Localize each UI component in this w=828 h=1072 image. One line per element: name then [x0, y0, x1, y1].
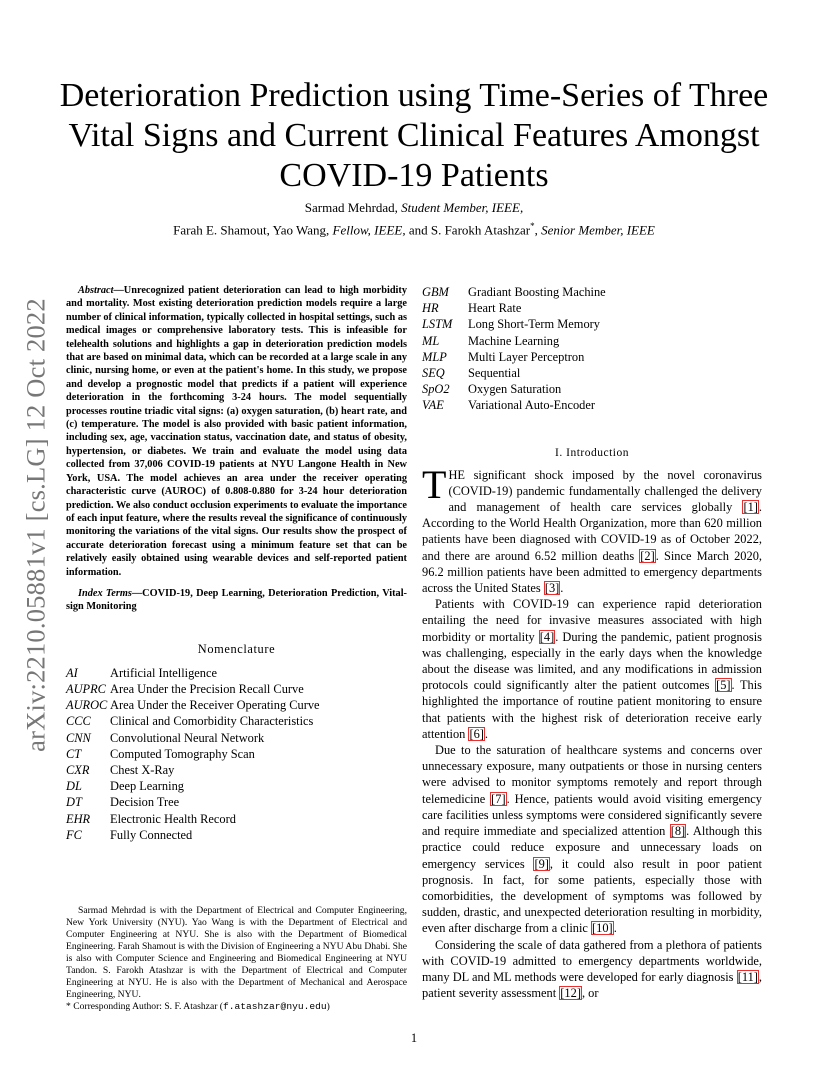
nomenclature-definition: Sequential	[468, 366, 521, 381]
nomenclature-abbreviation: DL	[66, 779, 82, 794]
nomenclature-abbreviation: AI	[66, 665, 78, 680]
intro-text: , or	[581, 986, 599, 1001]
nomenclature-abbreviation: LSTM	[422, 317, 453, 332]
nomenclature-entry	[422, 333, 762, 349]
corresponding-mark: *	[530, 221, 535, 231]
nomenclature-entry	[422, 349, 762, 365]
nomenclature-abbreviation: CCC	[66, 714, 91, 729]
nomenclature-abbreviation: AUPRC	[66, 681, 106, 696]
nomenclature-abbreviation: FC	[66, 827, 82, 842]
arxiv-identifier	[18, 290, 54, 760]
citation-link[interactable]: [6]	[469, 726, 484, 741]
left-column	[66, 284, 407, 843]
nomenclature-definition: Artificial Intelligence	[110, 665, 217, 680]
intro-text: , it could also result in poor patient prognosis. In fact, for some patients, especially those with comorbidities, the development of symptoms was followed by sudden, drastic, and unexpected deterioration resulting in morbidity, even after discharge from a clinic	[422, 856, 762, 936]
arxiv-identifier-text: arXiv:2210.05881v1 [cs.LG] 12 Oct 2022	[20, 298, 51, 752]
citation-link[interactable]: [5]	[716, 678, 731, 693]
intro-text: . During the pandemic, patient prognosis was challenging, especially in the early days when the knowledge about the disease was limited, and any modifications in admission protocols could significantly alter the patient outcomes	[422, 629, 762, 693]
nomenclature-entry	[66, 681, 407, 697]
intro-text: , patient severity assessment	[422, 969, 762, 1001]
nomenclature-definition: Fully Connected	[110, 827, 193, 842]
abstract-text: —Unrecognized patient deterioration can lead to high morbidity and mortality. Most existing deterioration prediction models require a large number of clinical information, typically collected in hospital settings, such as medical images or comprehensive laboratory tests. This is infeasible for telehealth solutions and highlights a gap in deterioration prediction models that are based on minimal data, which can be recorded at a large scale in any clinic, nursing home, or even at the patient's home. In this study, we propose and develop a prognostic model that predicts if a patient will experience deterioration in the forthcoming 3-24 hours. The model sequentially processes routine triadic vital signs: (a) oxygen saturation, (b) heart rate, and (c) temperature. The model is also provided with basic patient information, including sex, age, vaccination status, vaccination date, and status of obesity, hypertension, or diabetes. We train and evaluate the model using data collected from 37,006 COVID-19 patients at NYU Langone Health in New York, USA. The model achieves an area under the receiver operating characteristic curve (AUROC) of 0.808-0.880 for 3-24 hour deterioration prediction. We also conduct occlusion experiments to evaluate the importance of each input feature, where the results reveal the significance of continuously monitoring the variations of the vital signs. Our results show the prospect of accurate deterioration forecast using a minimum feature set that can be relatively easily obtained using wearable devices and self-reported patient information.	[66, 285, 407, 578]
introduction-heading: I. Introduction	[555, 446, 629, 459]
nomenclature-entry	[66, 697, 407, 713]
author-name: and S. Farokh Atashzar	[405, 222, 531, 238]
nomenclature-abbreviation: CNN	[66, 730, 91, 745]
index-terms-label: Index Terms	[78, 587, 132, 599]
footnote	[66, 905, 407, 1013]
intro-text: .	[484, 726, 489, 741]
nomenclature-definition: Heart Rate	[468, 301, 522, 316]
nomenclature-abbreviation: CXR	[66, 762, 90, 777]
nomenclature-entry	[422, 397, 762, 413]
nomenclature-entry	[66, 827, 407, 843]
nomenclature-entry	[66, 746, 407, 762]
page-number: 1	[410, 1031, 418, 1045]
index-terms-text: —COVID-19, Deep Learning, Deterioration Prediction, Vital-sign Monitoring	[66, 587, 407, 613]
nomenclature-heading	[66, 642, 407, 657]
nomenclature-abbreviation: GBM	[422, 285, 449, 299]
nomenclature-definition: Area Under the Receiver Operating Curve	[110, 698, 320, 713]
intro-text: . Hence, patients would avoid visiting emergency care facilities unless symptoms were considered significantly severe and require immediate and specialized attention	[422, 791, 762, 839]
nomenclature-definition: Oxygen Saturation	[468, 382, 562, 397]
nomenclature-abbreviation: VAE	[422, 398, 444, 413]
nomenclature-definition: Deep Learning	[110, 779, 184, 794]
citation-link[interactable]: [9]	[534, 856, 549, 871]
nomenclature-definition: Decision Tree	[110, 795, 180, 810]
nomenclature-entry	[66, 665, 407, 681]
nomenclature-abbreviation: EHR	[66, 811, 91, 826]
nomenclature-definition: Convolutional Neural Network	[110, 730, 265, 745]
nomenclature-abbreviation: CT	[66, 746, 82, 761]
intro-text: .	[560, 581, 564, 596]
nomenclature-list-right	[422, 284, 762, 414]
nomenclature-abbreviation: HR	[422, 301, 439, 316]
nomenclature-abbreviation: SpO2	[422, 382, 450, 397]
author-names: Farah E. Shamout, Yao Wang,	[173, 222, 333, 238]
author-block	[40, 198, 788, 239]
abstract-label: Abstract	[78, 285, 114, 296]
author-line-2	[40, 217, 788, 239]
nomenclature-definition: Machine Learning	[468, 333, 560, 348]
nomenclature-entry	[66, 778, 407, 794]
nomenclature-entry	[66, 762, 407, 778]
nomenclature-entry	[66, 811, 407, 827]
author-membership: Fellow, IEEE,	[332, 222, 406, 238]
corresponding-suffix: )	[326, 1001, 330, 1012]
nomenclature-list-left	[66, 665, 407, 843]
intro-text: . This highlighted the importance of routine patient monitoring to ensure that patients with the highest risk of deterioration receive early attention	[422, 678, 763, 741]
nomenclature-definition: Long Short-Term Memory	[468, 317, 600, 332]
intro-text: . According to the World Health Organization, more than 620 million patients have been diagnosed with COVID-19 as of October 2022, and there are around 6.52 million deaths	[422, 500, 762, 563]
nomenclature-definition: Clinical and Comorbidity Characteristics	[110, 714, 314, 729]
nomenclature-definition: Area Under the Precision Recall Curve	[110, 681, 304, 696]
citation-link[interactable]: [7]	[491, 791, 506, 806]
author-line-1	[40, 198, 788, 217]
corresponding-email: f.atashzar@nyu.edu	[222, 1001, 327, 1012]
citation-link[interactable]: [11]	[737, 969, 758, 984]
abstract	[66, 284, 407, 579]
citation-link[interactable]: [4]	[539, 629, 555, 644]
citation-link[interactable]: [12]	[560, 986, 581, 1001]
citation-link[interactable]: [2]	[640, 548, 655, 563]
nomenclature-definition: Gradiant Boosting Machine	[468, 285, 606, 299]
intro-text: Considering the scale of data gathered from a plethora of patients with COVID-19 admitted to emergency departments worldwide, many DL and ML methods were developed for early diagnosis	[422, 937, 762, 984]
nomenclature-definition: Computed Tomography Scan	[110, 746, 255, 761]
intro-text: HE significant shock imposed by the novel coronavirus (COVID-19) pandemic fundamentally challenged the delivery and management of health care services globally	[448, 467, 762, 515]
nomenclature-entry	[422, 365, 762, 381]
nomenclature-abbreviation: ML	[422, 333, 440, 348]
nomenclature-entry	[422, 284, 762, 300]
nomenclature-abbreviation: AUROC	[66, 698, 108, 713]
intro-paragraph-2	[422, 596, 762, 742]
nomenclature-definition: Variational Auto-Encoder	[468, 398, 595, 413]
corresponding-author: * Corresponding Author: S. F. Atashzar (	[66, 1001, 223, 1012]
nomenclature-definition: Electronic Health Record	[110, 811, 236, 826]
intro-text: . Since March 2020, 96.2 million patients have been admitted to emergency departments across the United States	[422, 548, 762, 596]
nomenclature-entry	[66, 730, 407, 746]
author-membership: Student Member, IEEE,	[401, 200, 524, 215]
nomenclature-entry	[66, 794, 407, 810]
nomenclature-entry	[422, 316, 762, 332]
intro-text: .	[613, 921, 617, 936]
author-name: Sarmad Mehrdad,	[304, 200, 402, 215]
intro-paragraph-3	[422, 742, 762, 936]
paper-title: Deterioration Prediction using Time-Series of Three Vital Signs and Current Clinical Features Amongst COVID-19 Patients	[59, 77, 769, 194]
intro-text: Due to the saturation of healthcare systems and concerns over unnecessary exposure, many outpatients or those in nursing centers were advised to monitor symptoms remotely and report through telemedicine	[422, 743, 762, 806]
intro-paragraph-4	[422, 937, 762, 1002]
nomenclature-entry	[422, 300, 762, 316]
nomenclature-definition: Chest X-Ray	[110, 762, 175, 777]
author-membership: Senior Member, IEEE	[541, 222, 655, 238]
nomenclature-abbreviation: MLP	[422, 349, 447, 364]
nomenclature-heading-text: Nomenclature	[197, 641, 276, 656]
right-column	[422, 284, 762, 1001]
citation-link[interactable]: [10]	[592, 921, 613, 936]
drop-cap: T	[422, 461, 447, 507]
nomenclature-definition: Multi Layer Perceptron	[468, 349, 585, 364]
intro-paragraph-1	[422, 461, 762, 597]
index-terms	[66, 587, 407, 614]
nomenclature-abbreviation: DT	[66, 795, 82, 810]
footnote-affiliations: Sarmad Mehrdad is with the Department of Electrical and Computer Engineering, New York University (NYU). Yao Wang is with the Department of Electrical and Computer Engineering at NYU. She is also with the Department of Biomedical Engineering. Farah Shamout is with the Division of Engineering a NYU Abu Dhabi. She is also with Computer Science and Engineering and Biomedical Engineering at NYU Tandon. S. Farokh Atashzar is with the Department of Electrical and Computer Engineering at NYU. He is also with the Department of Mechanical and Aerospace Engineering, NYU.	[66, 905, 407, 1000]
intro-text: . Although this practice could reduce exposure and unnecessary loads on emergency services	[422, 824, 762, 871]
intro-text: Patients with COVID-19 can experience rapid deterioration entailing the need for invasive measures associated with high morbidity or mortality	[422, 597, 762, 644]
nomenclature-abbreviation: SEQ	[422, 366, 445, 381]
nomenclature-entry	[422, 381, 762, 397]
author-separator: ,	[534, 222, 542, 238]
citation-link[interactable]: [3]	[544, 581, 560, 596]
citation-link[interactable]: [8]	[670, 824, 686, 839]
citation-link[interactable]: [1]	[743, 500, 758, 515]
nomenclature-entry	[66, 713, 407, 729]
